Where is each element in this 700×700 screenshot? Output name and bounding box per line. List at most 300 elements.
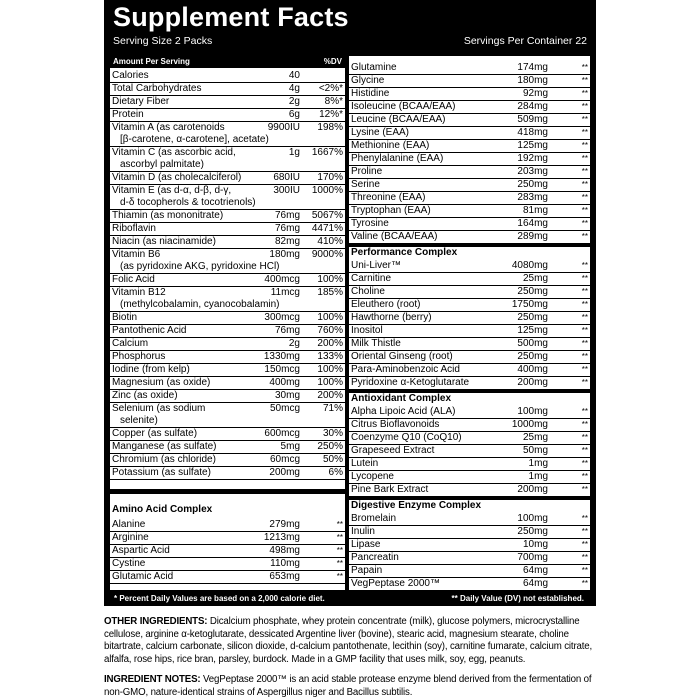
- nutrient-row: [110, 147, 345, 172]
- nutrient-dv: **: [581, 472, 588, 481]
- nutrient-amount: 11mcg: [270, 287, 300, 298]
- nutrient-name: Pine Bark Extract: [351, 484, 429, 495]
- nutrient-amount: 250mg: [517, 526, 548, 537]
- nutrient-row: [110, 403, 345, 428]
- nutrient-name-continued: selenite): [120, 415, 158, 426]
- nutrient-dv: 198%: [317, 122, 343, 133]
- nutrient-row: [110, 172, 345, 185]
- nutrient-name: Inulin: [351, 526, 375, 537]
- nutrient-dv: **: [336, 533, 343, 542]
- nutrient-row: [110, 122, 345, 147]
- right-nutrient-column: [349, 56, 590, 590]
- nutrient-name: Pyridoxine α-Ketoglutarate: [351, 377, 470, 388]
- nutrient-name: Oriental Ginseng (root): [351, 351, 453, 362]
- nutrient-name: Bromelain: [351, 513, 397, 524]
- nutrient-row: [349, 364, 590, 377]
- nutrient-amount: 418mg: [517, 127, 548, 138]
- nutrient-dv: **: [581, 485, 588, 494]
- nutrient-amount: 40: [288, 70, 300, 81]
- nutrient-name: Coenzyme Q10 (CoQ10): [351, 432, 462, 443]
- nutrient-row: [349, 231, 590, 244]
- nutrient-amount: 81mg: [522, 205, 548, 216]
- nutrient-name: Vitamin B12: [112, 287, 166, 298]
- nutrient-row: [349, 578, 590, 591]
- nutrient-row: [110, 377, 345, 390]
- nutrient-dv: **: [581, 433, 588, 442]
- nutrient-name: Lycopene: [351, 471, 394, 482]
- nutrient-name: Tryptophan (EAA): [351, 205, 431, 216]
- supplement-facts-panel: [104, 0, 596, 606]
- footnote-dv-not-established: ** Daily Value (DV) not established.: [451, 594, 584, 603]
- nutrient-amount: 50mg: [522, 445, 548, 456]
- nutrient-dv: 30%: [322, 428, 343, 439]
- nutrient-dv: **: [581, 378, 588, 387]
- nutrient-name: Selenium (as sodium: [112, 403, 206, 414]
- nutrient-dv: **: [336, 520, 343, 529]
- nutrient-row: [349, 179, 590, 192]
- nutrient-dv: **: [336, 572, 343, 581]
- nutrient-dv: 100%: [317, 364, 343, 375]
- nutrient-row: [110, 109, 345, 122]
- nutrient-row: [110, 545, 345, 558]
- nutrient-row: [110, 287, 345, 312]
- nutrient-name: Alpha Lipoic Acid (ALA): [351, 406, 456, 417]
- nutrient-name: Histidine: [351, 88, 390, 99]
- nutrient-name: Lipase: [351, 539, 381, 550]
- panel-footnotes: [104, 593, 596, 606]
- panel-title: Supplement Facts: [113, 2, 349, 32]
- nutrient-name: Vitamin A (as carotenoids: [112, 122, 225, 133]
- nutrient-row: [349, 75, 590, 88]
- nutrient-name: Niacin (as niacinamide): [112, 236, 216, 247]
- nutrient-row: [349, 432, 590, 445]
- nutrient-dv: **: [581, 206, 588, 215]
- ingredient-notes-text: VegPeptase 2000™ is an acid stable protease enzyme blend derived from the fermentation of non-GMO, nature-identical strains of Aspergillus niger and Bacillus subtilis.: [104, 674, 592, 698]
- nutrient-dv: **: [581, 115, 588, 124]
- nutrient-row: [110, 185, 345, 210]
- nutrient-dv: 1667%: [311, 147, 343, 158]
- nutrient-row: [349, 62, 590, 75]
- nutrient-row: [349, 205, 590, 218]
- nutrient-amount: 1g: [288, 147, 300, 158]
- nutrient-amount: 1mg: [528, 471, 548, 482]
- nutrient-row: [349, 273, 590, 286]
- nutrient-amount: 498mg: [269, 545, 300, 556]
- nutrient-name: Proline: [351, 166, 383, 177]
- nutrient-amount: 700mg: [517, 552, 548, 563]
- nutrient-amount: 100mg: [517, 513, 548, 524]
- nutrient-dv: 5067%: [311, 210, 343, 221]
- nutrient-row: [349, 218, 590, 231]
- nutrient-amount: 64mg: [522, 565, 548, 576]
- nutrient-name: Protein: [112, 109, 144, 120]
- nutrient-amount: 250mg: [517, 286, 548, 297]
- nutrient-row: [110, 223, 345, 236]
- nutrient-row: [110, 312, 345, 325]
- nutrient-amount: 2g: [288, 338, 300, 349]
- nutrient-row: [349, 338, 590, 351]
- nutrient-dv: 185%: [317, 287, 343, 298]
- nutrient-amount: 110mg: [270, 558, 300, 569]
- nutrient-name: Leucine (BCAA/EAA): [351, 114, 446, 125]
- nutrient-amount: 284mg: [517, 101, 548, 112]
- nutrient-name: Dietary Fiber: [112, 96, 170, 107]
- left-nutrient-column: [110, 56, 345, 489]
- nutrient-amount: 500mg: [517, 338, 548, 349]
- nutrient-name: Pantothenic Acid: [112, 325, 187, 336]
- nutrient-name: Threonine (EAA): [351, 192, 426, 203]
- nutrient-amount: 4080mg: [511, 260, 548, 271]
- other-ingredients: [104, 616, 596, 666]
- nutrient-name: Hawthorne (berry): [351, 312, 432, 323]
- nutrient-amount: 10mg: [522, 539, 548, 550]
- nutrient-dv: 200%: [317, 338, 343, 349]
- nutrient-name-continued: ascorbyl palmitate): [120, 159, 204, 170]
- nutrient-amount: 150mcg: [264, 364, 300, 375]
- nutrient-amount: 180mg: [517, 75, 548, 86]
- nutrient-dv: **: [581, 326, 588, 335]
- nutrient-row: [110, 338, 345, 351]
- nutrient-amount: 164mg: [517, 218, 548, 229]
- nutrient-amount: 30mg: [274, 390, 300, 401]
- nutrient-row: [349, 419, 590, 432]
- nutrient-name: Vitamin E (as d-α, d-β, d-γ,: [112, 185, 232, 196]
- nutrient-row: [349, 312, 590, 325]
- nutrient-row: [349, 166, 590, 179]
- nutrient-dv: 50%: [322, 454, 343, 465]
- section-title: Digestive Enzyme Complex: [351, 500, 482, 511]
- nutrient-amount: 300mcg: [264, 312, 300, 323]
- nutrient-amount: 76mg: [274, 223, 300, 234]
- nutrient-amount: 76mg: [274, 210, 300, 221]
- nutrient-row: [110, 249, 345, 274]
- nutrient-amount: 25mg: [522, 273, 548, 284]
- nutrient-dv: **: [336, 546, 343, 555]
- nutrient-dv: **: [581, 102, 588, 111]
- nutrient-dv: **: [581, 566, 588, 575]
- other-ingredients-label: OTHER INGREDIENTS:: [104, 616, 208, 627]
- nutrient-row: [349, 299, 590, 312]
- nutrient-dv: **: [581, 167, 588, 176]
- nutrient-amount: 279mg: [269, 519, 300, 530]
- nutrient-dv: **: [581, 579, 588, 588]
- nutrient-name: Glutamic Acid: [112, 571, 174, 582]
- nutrient-amount: 6g: [288, 109, 300, 120]
- nutrient-dv: 8%*: [324, 96, 343, 107]
- ingredient-notes: [104, 674, 596, 699]
- nutrient-row: [349, 101, 590, 114]
- amino-acid-complex-column: [110, 494, 345, 590]
- nutrient-row: [349, 539, 590, 552]
- nutrient-amount: 1750mg: [511, 299, 548, 310]
- nutrient-amount: 180mg: [269, 249, 300, 260]
- nutrient-row: [110, 96, 345, 109]
- nutrient-name: Vitamin D (as cholecalciferol): [112, 172, 242, 183]
- nutrient-name: Thiamin (as mononitrate): [112, 210, 224, 221]
- nutrient-amount: 400mg: [269, 377, 300, 388]
- amount-per-serving-label: Amount Per Serving: [113, 57, 190, 66]
- nutrient-name: Serine: [351, 179, 380, 190]
- nutrient-name-continued: d-δ tocopherols & tocotrienols): [120, 197, 256, 208]
- nutrient-amount: 174mg: [517, 62, 548, 73]
- nutrient-name: Phenylalanine (EAA): [351, 153, 444, 164]
- nutrient-name: Copper (as sulfate): [112, 428, 198, 439]
- nutrient-dv: **: [581, 407, 588, 416]
- nutrient-name: Manganese (as sulfate): [112, 441, 217, 452]
- nutrient-amount: 200mg: [269, 467, 300, 478]
- nutrient-amount: 192mg: [517, 153, 548, 164]
- nutrient-name-continued: (as pyridoxine AKG, pyridoxine HCl): [120, 261, 280, 272]
- nutrient-dv: **: [581, 365, 588, 374]
- nutrient-row: [349, 513, 590, 526]
- nutrient-name: Arginine: [112, 532, 149, 543]
- nutrient-amount: 1000mg: [511, 419, 548, 430]
- nutrient-dv: **: [581, 154, 588, 163]
- nutrient-name: Cystine: [112, 558, 146, 569]
- nutrient-row: [110, 236, 345, 249]
- nutrient-row: [349, 192, 590, 205]
- nutrient-amount: 680IU: [273, 172, 300, 183]
- nutrient-amount: 4g: [288, 83, 300, 94]
- nutrient-name: Calcium: [112, 338, 149, 349]
- nutrient-dv: **: [581, 274, 588, 283]
- servings-per-container: Servings Per Container 22: [463, 35, 587, 47]
- nutrient-dv: **: [581, 287, 588, 296]
- nutrient-name: Glycine: [351, 75, 385, 86]
- nutrient-name: Eleuthero (root): [351, 299, 421, 310]
- nutrient-amount: 64mg: [522, 578, 548, 589]
- nutrient-name: Lutein: [351, 458, 379, 469]
- nutrient-row: [349, 458, 590, 471]
- nutrient-dv: 410%: [317, 236, 343, 247]
- nutrient-amount: 9900IU: [267, 122, 300, 133]
- nutrient-dv: **: [581, 446, 588, 455]
- nutrient-row: [349, 565, 590, 578]
- nutrient-dv: **: [581, 180, 588, 189]
- nutrient-name-continued: (methylcobalamin, cyanocobalamin): [120, 299, 280, 310]
- nutrient-row: [110, 519, 345, 532]
- nutrient-name: Iodine (from kelp): [112, 364, 190, 375]
- nutrient-name: Tyrosine: [351, 218, 389, 229]
- nutrient-name: Carnitine: [351, 273, 392, 284]
- nutrient-amount: 1330mg: [263, 351, 300, 362]
- nutrient-row: [349, 351, 590, 364]
- nutrient-row: [110, 390, 345, 403]
- nutrient-dv: 133%: [317, 351, 343, 362]
- nutrient-row: [110, 274, 345, 287]
- nutrient-name: Citrus Bioflavonoids: [351, 419, 440, 430]
- nutrient-name: Alanine: [112, 519, 146, 530]
- nutrient-dv: 170%: [317, 172, 343, 183]
- nutrient-amount: 250mg: [517, 351, 548, 362]
- nutrient-dv: **: [581, 89, 588, 98]
- nutrient-amount: 2g: [288, 96, 300, 107]
- nutrient-name: Potassium (as sulfate): [112, 467, 211, 478]
- nutrient-name: Papain: [351, 565, 383, 576]
- nutrient-dv: **: [581, 514, 588, 523]
- nutrient-amount: 289mg: [517, 231, 548, 242]
- nutrient-amount: 92mg: [522, 88, 548, 99]
- nutrient-dv: 4471%: [311, 223, 343, 234]
- nutrient-row: [110, 83, 345, 96]
- nutrient-amount: 400mcg: [264, 274, 300, 285]
- nutrient-row: [110, 428, 345, 441]
- nutrient-name: Para-Aminobenzoic Acid: [351, 364, 460, 375]
- nutrient-dv: 6%: [328, 467, 343, 478]
- nutrient-amount: 60mcg: [269, 454, 300, 465]
- nutrient-dv: 12%*: [319, 109, 343, 120]
- nutrient-row: [110, 532, 345, 545]
- nutrient-dv: 250%: [317, 441, 343, 452]
- nutrient-row: [110, 467, 345, 480]
- nutrient-row: [349, 127, 590, 140]
- nutrient-name: Vitamin B6: [112, 249, 161, 260]
- nutrient-amount: 76mg: [274, 325, 300, 336]
- nutrient-amount: 653mg: [269, 571, 300, 582]
- nutrient-dv: **: [581, 219, 588, 228]
- nutrient-amount: 1mg: [528, 458, 548, 469]
- nutrient-dv: 71%: [322, 403, 343, 414]
- nutrient-row: [349, 471, 590, 484]
- dv-label: %DV: [323, 57, 342, 66]
- nutrient-name: VegPeptase 2000™: [351, 578, 440, 589]
- nutrient-amount: 283mg: [517, 192, 548, 203]
- nutrient-row: [349, 484, 590, 497]
- nutrient-row: [110, 210, 345, 223]
- nutrient-dv: **: [581, 553, 588, 562]
- nutrient-dv: 200%: [317, 390, 343, 401]
- nutrient-dv: **: [581, 128, 588, 137]
- nutrient-amount: 25mg: [522, 432, 548, 443]
- nutrient-dv: 760%: [317, 325, 343, 336]
- nutrient-row: [349, 325, 590, 338]
- ingredient-notes-label: INGREDIENT NOTES:: [104, 674, 201, 685]
- nutrient-row: [110, 364, 345, 377]
- nutrient-dv: <2%*: [318, 83, 343, 94]
- nutrient-dv: **: [581, 352, 588, 361]
- nutrient-row: [349, 377, 590, 390]
- nutrient-row: [349, 114, 590, 127]
- nutrient-amount: 300IU: [273, 185, 300, 196]
- amount-header: [110, 56, 345, 68]
- nutrient-dv: **: [581, 540, 588, 549]
- nutrient-name: Milk Thistle: [351, 338, 401, 349]
- nutrient-row: [349, 286, 590, 299]
- nutrient-row: [110, 70, 345, 83]
- nutrient-amount: 250mg: [517, 312, 548, 323]
- nutrient-amount: 82mg: [274, 236, 300, 247]
- nutrient-name: Riboflavin: [112, 223, 156, 234]
- nutrient-amount: 200mg: [517, 484, 548, 495]
- nutrient-amount: 600mcg: [264, 428, 300, 439]
- nutrient-row: [110, 571, 345, 584]
- nutrient-row: [110, 351, 345, 364]
- nutrient-dv: **: [581, 420, 588, 429]
- nutrient-name: Choline: [351, 286, 385, 297]
- section-title: Amino Acid Complex: [112, 504, 213, 515]
- nutrient-name: Isoleucine (BCAA/EAA): [351, 101, 456, 112]
- nutrient-name: Aspartic Acid: [112, 545, 170, 556]
- nutrient-dv: 100%: [317, 274, 343, 285]
- nutrient-name: Chromium (as chloride): [112, 454, 216, 465]
- nutrient-amount: 400mg: [517, 364, 548, 375]
- nutrient-name: Phosphorus: [112, 351, 166, 362]
- nutrient-name: Folic Acid: [112, 274, 155, 285]
- nutrient-dv: **: [581, 459, 588, 468]
- nutrient-dv: **: [581, 313, 588, 322]
- nutrient-name: Zinc (as oxide): [112, 390, 178, 401]
- nutrient-dv: 100%: [317, 312, 343, 323]
- nutrient-amount: 50mcg: [269, 403, 300, 414]
- nutrient-dv: **: [581, 232, 588, 241]
- nutrient-row: [349, 140, 590, 153]
- nutrient-dv: 9000%: [311, 249, 343, 260]
- section-title: Performance Complex: [351, 247, 458, 258]
- nutrient-name: Inositol: [351, 325, 383, 336]
- nutrient-dv: 100%: [317, 377, 343, 388]
- nutrient-name: Magnesium (as oxide): [112, 377, 211, 388]
- nutrient-name: Methionine (EAA): [351, 140, 430, 151]
- nutrient-name-continued: [β-carotene, α-carotene], acetate): [120, 134, 269, 145]
- nutrient-row: [110, 454, 345, 467]
- nutrient-row: [349, 526, 590, 539]
- nutrient-amount: 509mg: [517, 114, 548, 125]
- nutrient-row: [349, 88, 590, 101]
- nutrient-amount: 100mg: [517, 406, 548, 417]
- nutrient-dv: **: [581, 193, 588, 202]
- nutrient-row: [349, 552, 590, 565]
- nutrient-name: Lysine (EAA): [351, 127, 409, 138]
- nutrient-dv: **: [581, 261, 588, 270]
- nutrient-amount: 1213mg: [263, 532, 300, 543]
- section-title: Antioxidant Complex: [351, 393, 452, 404]
- nutrient-name: Pancreatin: [351, 552, 399, 563]
- nutrient-amount: 203mg: [517, 166, 548, 177]
- nutrient-amount: 250mg: [517, 179, 548, 190]
- footnote-percent-dv: * Percent Daily Values are based on a 2,000 calorie diet.: [114, 594, 325, 603]
- nutrient-dv: **: [581, 63, 588, 72]
- nutrient-name: Valine (BCAA/EAA): [351, 231, 438, 242]
- nutrient-name: Total Carbohydrates: [112, 83, 202, 94]
- nutrient-row: [110, 558, 345, 571]
- nutrient-row: [110, 441, 345, 454]
- nutrient-name: Glutamine: [351, 62, 397, 73]
- nutrient-dv: **: [581, 300, 588, 309]
- nutrient-row: [349, 406, 590, 419]
- nutrient-amount: 125mg: [517, 140, 548, 151]
- nutrient-dv: **: [581, 527, 588, 536]
- nutrient-dv: **: [581, 76, 588, 85]
- nutrient-row: [349, 260, 590, 273]
- serving-size: Serving Size 2 Packs: [113, 35, 213, 47]
- nutrient-dv: **: [581, 339, 588, 348]
- nutrient-dv: **: [336, 559, 343, 568]
- nutrient-row: [349, 445, 590, 458]
- nutrient-name: Calories: [112, 70, 149, 81]
- nutrient-dv: 1000%: [311, 185, 343, 196]
- nutrient-row: [110, 325, 345, 338]
- other-ingredients-text: Dicalcium phosphate, whey protein concentrate (milk), glucose polymers, microcrystalline cellulose, arginine α-ketoglutarate, dessicated Argentine liver (bovine), stearic acid, magnesium stearate, choline bitartrate, calcium carbonate, silicon dioxide, d-calcium pantothenate, lecithin (soy), carnitine fumarate, calcium citrate, alfalfa, rose hips, rice bran, parsley, burdock. Made in a GMP facility that uses milk, soy, egg, peanuts.: [104, 616, 593, 665]
- nutrient-amount: 125mg: [517, 325, 548, 336]
- nutrient-name: Vitamin C (as ascorbic acid,: [112, 147, 236, 158]
- nutrient-name: Biotin: [112, 312, 138, 323]
- nutrient-dv: **: [581, 141, 588, 150]
- nutrient-amount: 200mg: [517, 377, 548, 388]
- nutrient-amount: 5mg: [280, 441, 300, 452]
- nutrient-name: Grapeseed Extract: [351, 445, 435, 456]
- nutrient-row: [349, 153, 590, 166]
- nutrient-name: Uni-Liver™: [351, 260, 402, 271]
